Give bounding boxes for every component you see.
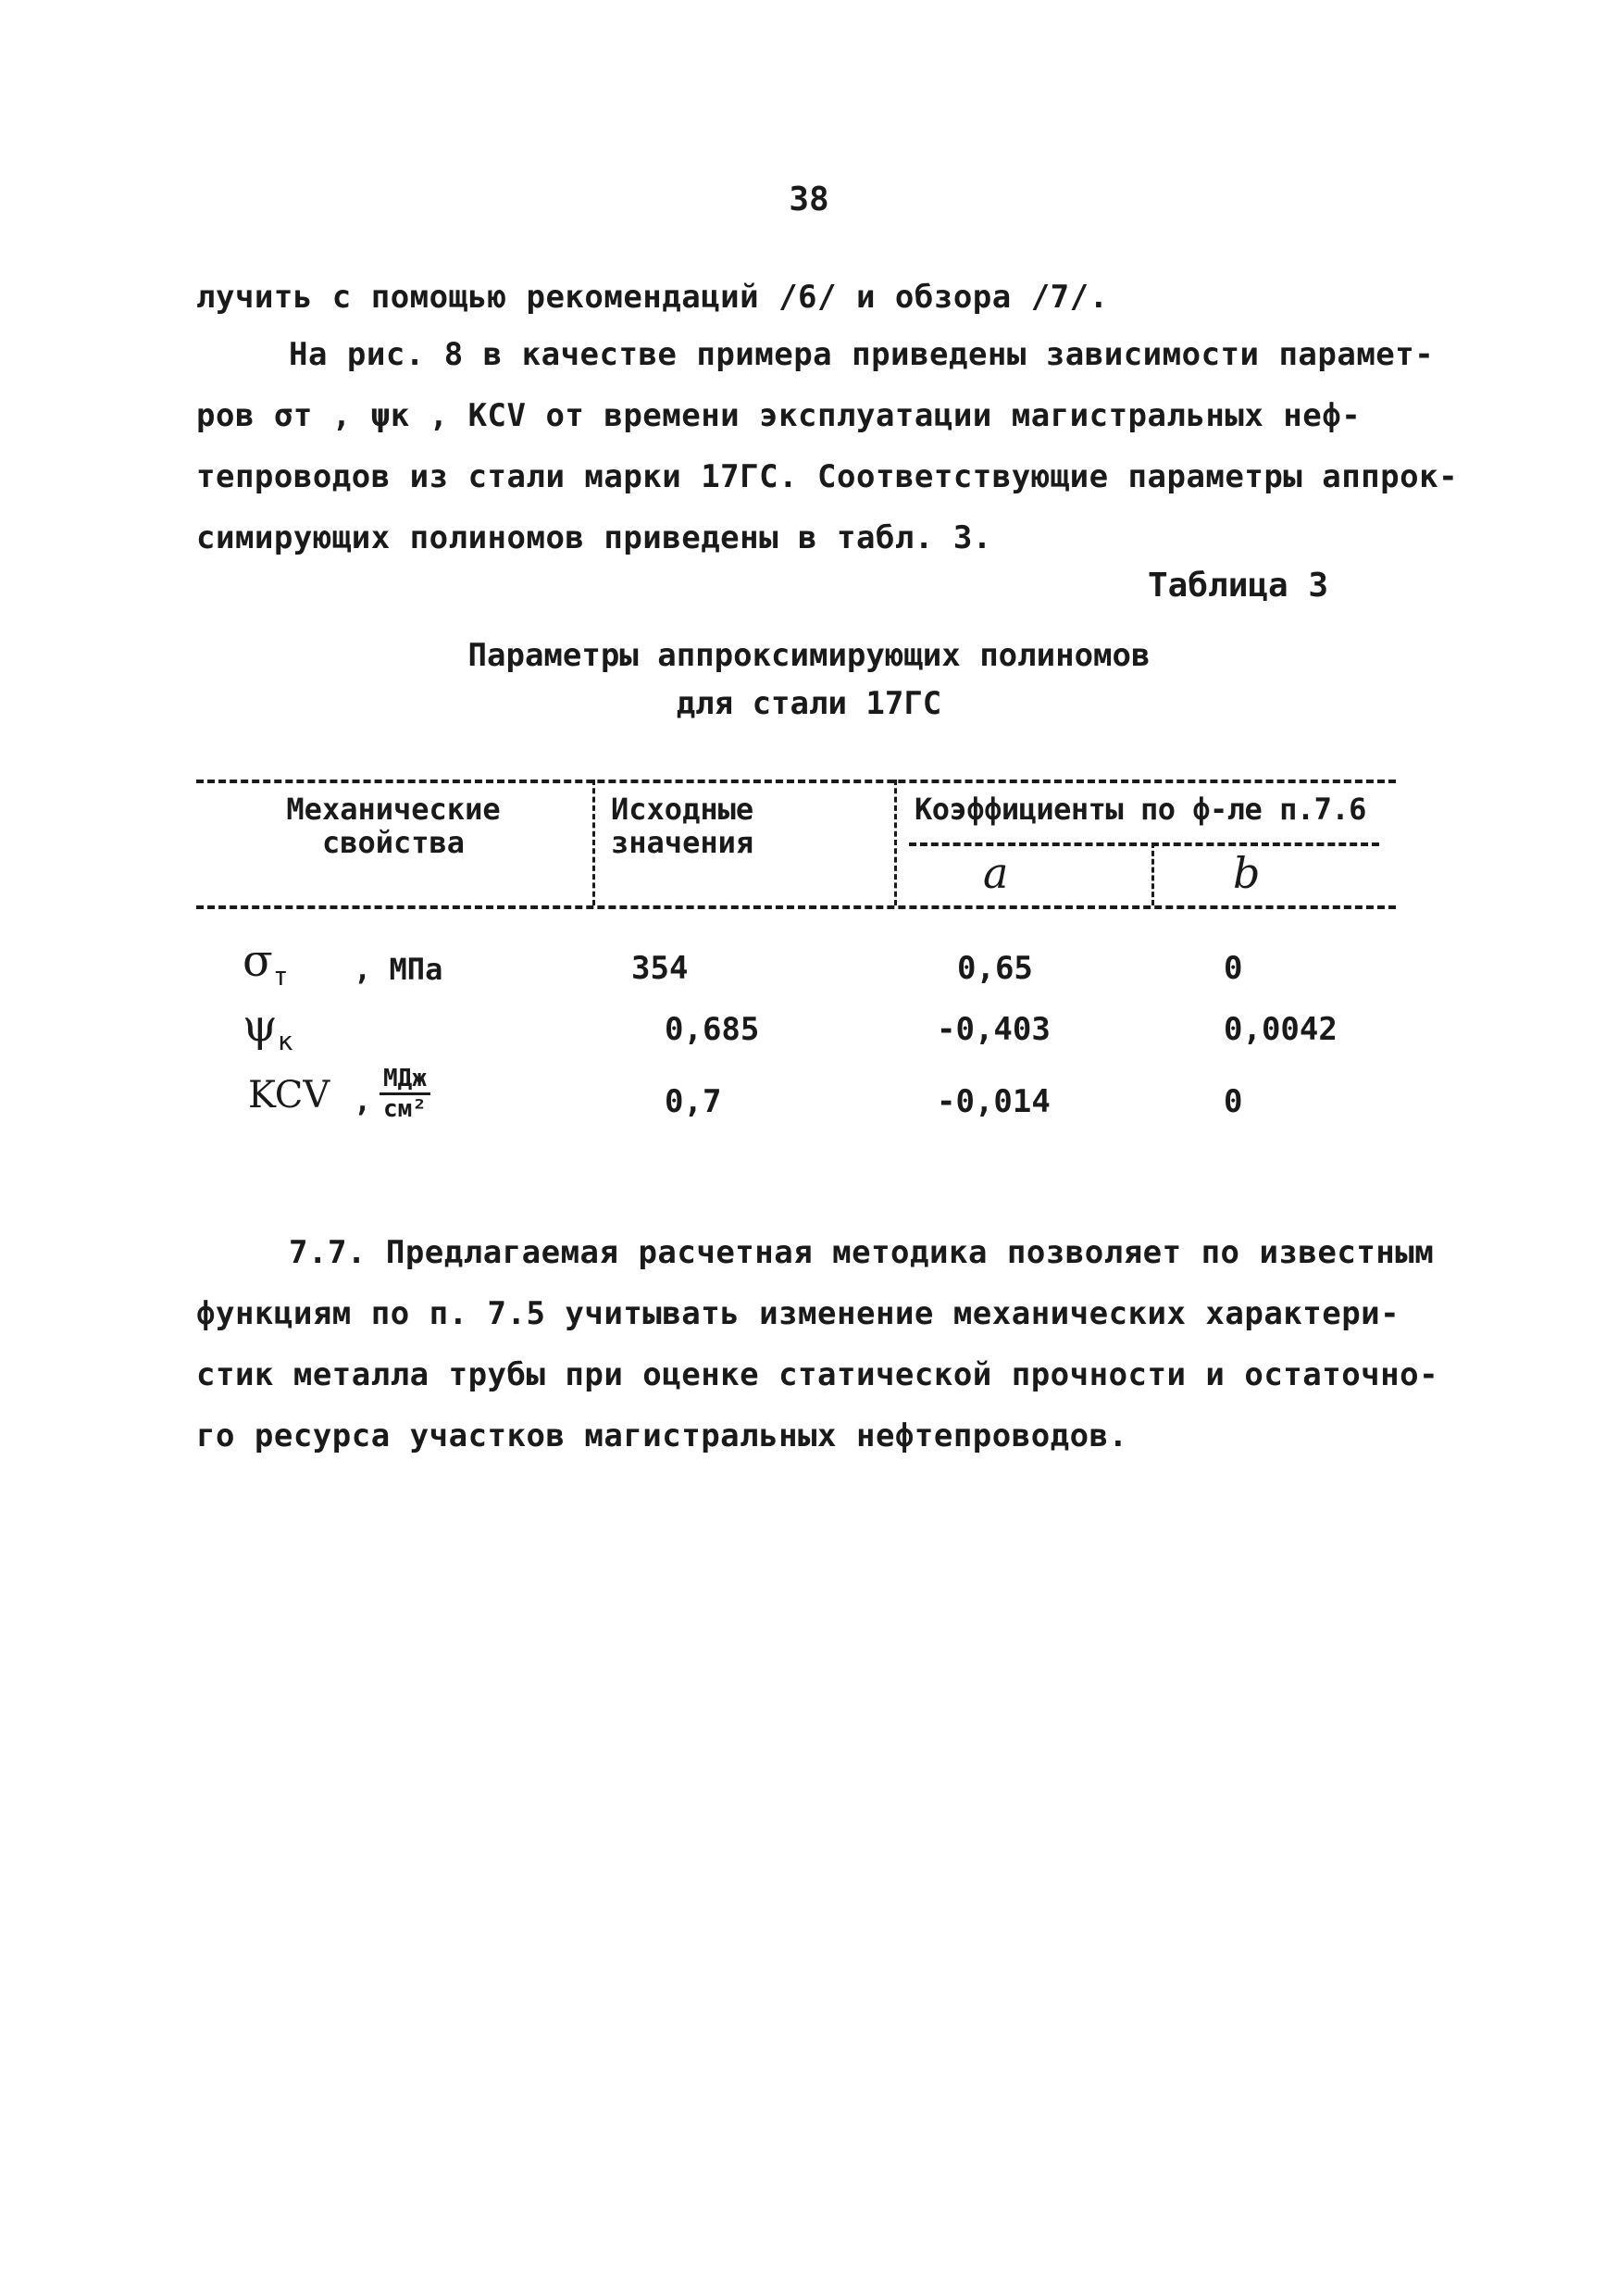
coefficient-b-value: 0 <box>1224 950 1243 987</box>
page-number: 38 <box>789 181 829 218</box>
table-column-divider-2 <box>894 780 897 905</box>
table-top-rule <box>196 780 1396 783</box>
table-title-line-2: для стали 17ГС <box>676 685 942 722</box>
paragraph-2-line-3: стик металла трубы при оценке статической прочности и остаточно- <box>196 1356 1439 1393</box>
intro-line: лучить с помощью рекомендаций /6/ и обзора /7/. <box>196 279 1109 316</box>
paragraph-1-line-3: тепроводов из стали марки 17ГС. Соответствующие параметры аппрок- <box>196 458 1459 495</box>
table-title-line-1: Параметры аппроксимирующих полиномов <box>467 637 1151 674</box>
table-header-rule <box>196 905 1396 909</box>
unit-comma: , <box>354 1083 372 1118</box>
sigma-symbol: $\sigma_т$ <box>243 935 289 992</box>
paragraph-1-line-4: симирующих полиномов приведены в табл. 3. <box>196 519 992 556</box>
paragraph-1-line-2: ров σт , ψк , KCV от времени эксплуатации магистральных неф- <box>196 397 1362 434</box>
paragraph-1-line-1: На рис. 8 в качестве примера приведены зависимости парамет- <box>289 336 1435 373</box>
initial-value: 0,685 <box>665 1011 760 1048</box>
table-label: Таблица 3 <box>1148 567 1329 605</box>
coefficient-a-value: -0,403 <box>937 1011 1051 1048</box>
paragraph-2-line-2: функциям по п. 7.5 учитывать изменение механических характери- <box>196 1295 1400 1332</box>
coefficient-a-value: 0,65 <box>957 950 1033 987</box>
header-coefficients: Коэффициенты по ф-ле п.7.6 <box>915 792 1366 827</box>
header-coefficient-a: a <box>983 848 1009 898</box>
paragraph-2-line-4: го ресурса участков магистральных нефтепроводов. <box>196 1417 1128 1454</box>
coefficient-b-value: 0 <box>1224 1083 1243 1120</box>
psi-symbol: $\psi_к$ <box>243 1000 293 1056</box>
header-coefficient-b: b <box>1233 848 1261 898</box>
coefficient-a-value: -0,014 <box>937 1083 1051 1120</box>
coefficient-b-value: 0,0042 <box>1224 1011 1338 1048</box>
table-subheader-rule <box>909 842 1379 846</box>
table-column-divider-1 <box>592 780 595 905</box>
header-initial-values: Исходные значения <box>611 792 754 860</box>
header-mechanical-properties: Механические свойства <box>286 792 501 860</box>
table-subcolumn-divider <box>1151 842 1154 905</box>
initial-value: 0,7 <box>665 1083 722 1120</box>
unit-mj-per-cm2: МДж см² <box>380 1065 430 1123</box>
paragraph-2-line-1: 7.7. Предлагаемая расчетная методика позволяет по известным <box>289 1234 1435 1271</box>
initial-value: 354 <box>631 950 689 987</box>
unit-mpa: , МПа <box>354 952 443 987</box>
kcv-symbol: KCV <box>248 1074 330 1117</box>
